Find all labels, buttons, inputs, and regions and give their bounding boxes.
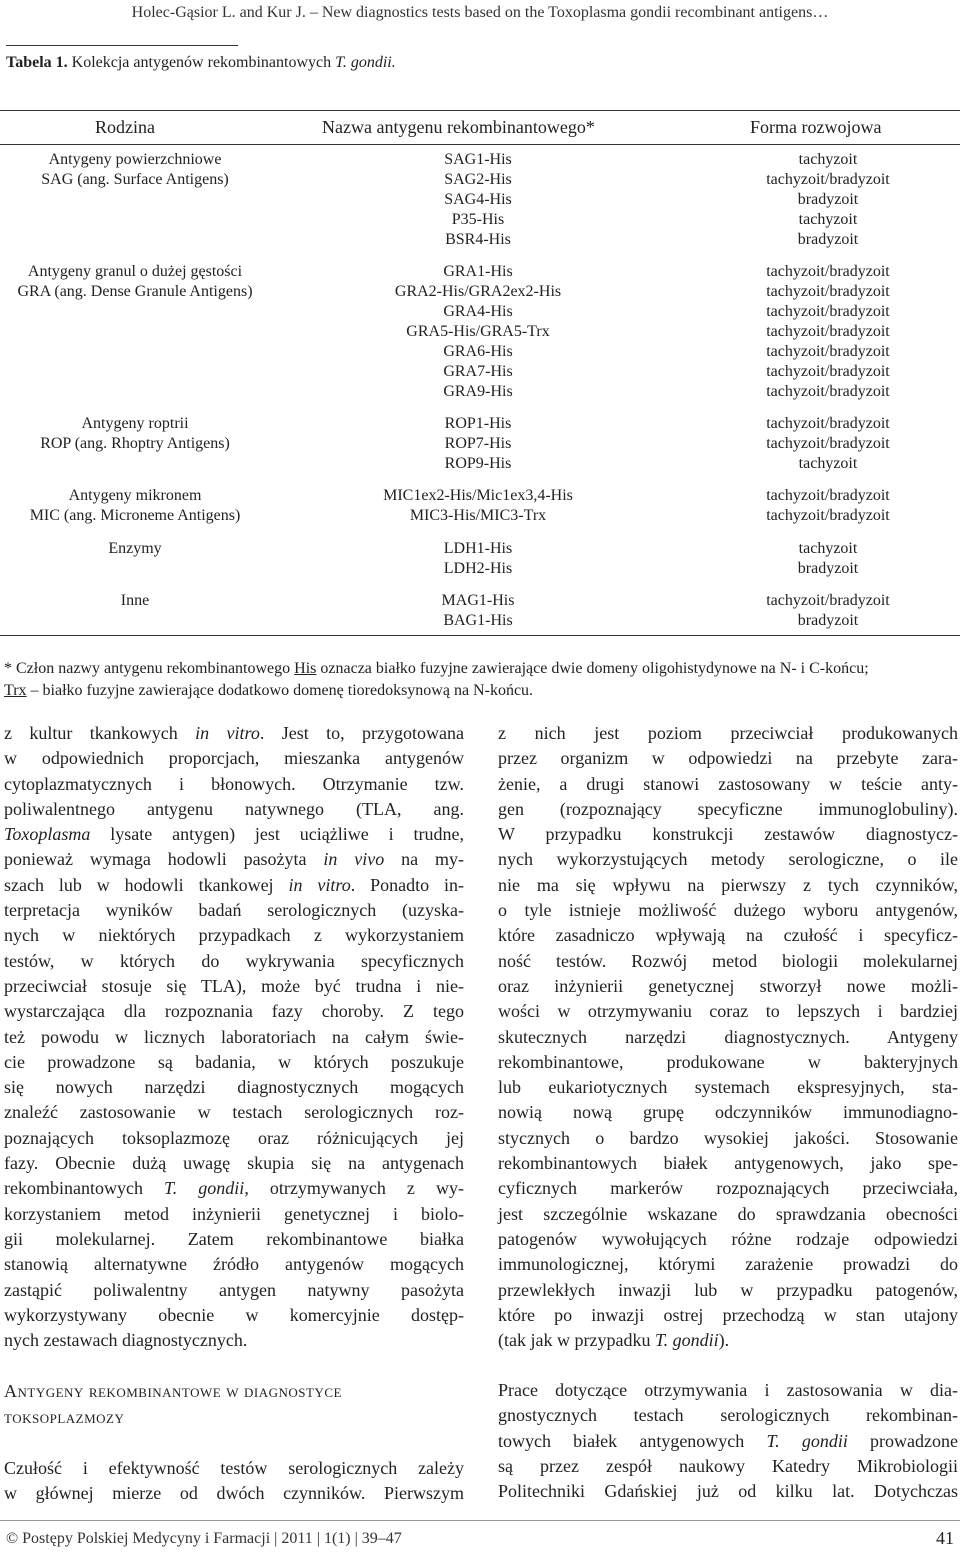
text-line: W przypadku konstrukcji zestawów diagnostycz- bbox=[498, 824, 958, 845]
antigen-name: GRA5-His/GRA5-Trx bbox=[406, 323, 550, 340]
text-line: zastąpić poliwalentny antygen natywny pasożyta bbox=[4, 1279, 464, 1300]
form-value: tachyzoit bbox=[798, 211, 858, 228]
right-column-paragraph-2 bbox=[498, 1378, 958, 1504]
text-line: wykorzystywany obecnie w komercyjnie dostęp- bbox=[4, 1304, 464, 1325]
text-line: z kultur tkankowych in vitro. Jest to, przygotowana bbox=[4, 723, 464, 743]
antigen-name: SAG1-His bbox=[444, 151, 512, 168]
antigen-name: P35-His bbox=[451, 211, 505, 228]
form-value: bradyzoit bbox=[797, 231, 859, 248]
antigen-name: SAG4-His bbox=[444, 191, 512, 208]
form-value: tachyzoit/bradyzoit bbox=[766, 507, 890, 524]
section-heading bbox=[4, 1378, 464, 1430]
caption-label: Tabela 1. bbox=[6, 54, 68, 71]
caption-species: T. gondii. bbox=[335, 54, 396, 71]
text-line: wości w otrzymywaniu coraz to lepszych i bardziej bbox=[498, 1001, 958, 1022]
page-number: 41 bbox=[936, 1528, 954, 1548]
family-line: Enzymy bbox=[108, 540, 162, 557]
text-line: rekombinantowych białek antygenowych, jako spe- bbox=[498, 1153, 958, 1174]
text-line: immunologicznej, którymi zarażenie prowadzi do bbox=[498, 1254, 958, 1275]
text-line: nych wykorzystujących metody serologiczne, o ile bbox=[498, 849, 958, 870]
form-value: tachyzoit/bradyzoit bbox=[766, 487, 890, 504]
text-line: o tyle istnieje możliwość dużego wyboru antygenów, bbox=[498, 900, 958, 921]
antigen-name: MAG1-His bbox=[441, 592, 515, 609]
text-line: przez organizm w odpowiedzi na przebyte zara- bbox=[498, 748, 958, 769]
antigen-name: SAG2-His bbox=[444, 171, 512, 188]
text-line: szach lub w hodowli tkankowej in vitro. Ponadto in- bbox=[4, 874, 464, 895]
text-line: żenie, a drugi stanowi zastosowany w teście anty- bbox=[498, 773, 958, 794]
text-line: poliwalentnego antygenu natywnego (TLA, ang. bbox=[4, 798, 464, 819]
family-line: Antygeny mikronem bbox=[68, 487, 202, 504]
text-line: wystarczająca dla rozpoznania fazy choroby. Z tego bbox=[4, 1001, 464, 1022]
text-line: cytoplazmatycznych i błonowych. Otrzymanie tzw. bbox=[4, 773, 464, 794]
header-family: Rodzina bbox=[95, 117, 155, 137]
antigen-name: ROP9-His bbox=[444, 455, 512, 472]
group-enzymes-forms bbox=[698, 539, 958, 579]
left-column bbox=[4, 721, 464, 1353]
family-line: Antygeny powierzchniowe bbox=[48, 151, 222, 168]
text-line: gii molekularnej. Zatem rekombinantowe białka bbox=[4, 1228, 464, 1249]
footnote-line-1 bbox=[4, 658, 956, 680]
footer-rule bbox=[0, 1520, 960, 1521]
text-line: poznających toksoplazmozę oraz różnicujących jej bbox=[4, 1127, 464, 1148]
text-line: Toxoplasma lysate antygen) jest uciążliwe i trudne, bbox=[4, 824, 464, 845]
group-other-family bbox=[5, 591, 265, 611]
form-value: tachyzoit/bradyzoit bbox=[766, 283, 890, 300]
antigen-name: GRA9-His bbox=[443, 383, 513, 400]
antigen-name: LDH1-His bbox=[443, 540, 513, 557]
text-line: lub eukariotycznych systemach ekspresyjnych, sta- bbox=[498, 1077, 958, 1098]
text-line: nowią nową grupę odczynników immunodiagno- bbox=[498, 1102, 958, 1123]
text-line: nych zestawach diagnostycznych. bbox=[4, 1330, 248, 1351]
group-enzymes-family bbox=[5, 539, 265, 559]
group-mic-forms bbox=[698, 486, 958, 526]
caption-text: Kolekcja antygenów rekombinantowych bbox=[71, 54, 332, 71]
section-heading-line: toksoplazmozy bbox=[4, 1407, 125, 1427]
antigen-name: GRA1-His bbox=[443, 263, 513, 280]
antigen-name: GRA7-His bbox=[443, 363, 513, 380]
form-value: tachyzoit/bradyzoit bbox=[766, 435, 890, 452]
group-mic-antigens bbox=[318, 486, 638, 526]
footer-journal: © Postępy Polskiej Medycyny i Farmacji | 2011 | 1(1) | 39–47 bbox=[6, 1530, 402, 1547]
text-line: stycznych o bardzo wysokiej jakości. Stosowanie bbox=[498, 1127, 958, 1148]
family-line: Antygeny granul o dużej gęstości bbox=[27, 263, 243, 280]
text-line: rekombinantowych T. gondii, otrzymywanych z wy- bbox=[4, 1178, 464, 1199]
group-other-forms bbox=[698, 591, 958, 631]
right-column bbox=[498, 721, 958, 1353]
antigen-name: BSR4-His bbox=[445, 231, 511, 248]
footnote-trx-term: Trx bbox=[4, 682, 27, 699]
group-rop-antigens bbox=[318, 414, 638, 474]
text-line: w odpowiednich proporcjach, mieszanka antygenów bbox=[4, 748, 464, 769]
form-value: bradyzoit bbox=[797, 560, 859, 577]
text-line: patogenów wywołujących różne rodzaje odpowiedzi bbox=[498, 1228, 958, 1249]
text-line: są przez zespół naukowy Katedry Mikrobiologii bbox=[498, 1455, 958, 1476]
text-line: przeciwciał stosuje się TLA), może być trudna i nie- bbox=[4, 975, 464, 996]
text-line: skutecznych narzędzi diagnostycznych. Antygeny bbox=[498, 1026, 958, 1047]
form-value: tachyzoit bbox=[798, 151, 858, 168]
text-line: gnostycznych testach serologicznych rekombinan- bbox=[498, 1405, 958, 1426]
text-line: znaleźć zastosowanie w testach serologicznych roz- bbox=[4, 1102, 464, 1123]
group-rop-forms bbox=[698, 414, 958, 474]
footnote-text: * Człon nazwy antygenu rekombinantowego bbox=[4, 660, 295, 677]
table-top-rule bbox=[0, 110, 960, 111]
family-line: Antygeny roptrii bbox=[81, 415, 189, 432]
header-developmental-form: Forma rozwojowa bbox=[750, 117, 882, 137]
form-value: tachyzoit/bradyzoit bbox=[766, 343, 890, 360]
text-line: jest szczególnie wskazane do sprawdzania obecności bbox=[498, 1203, 958, 1224]
text-line: też powodu w licznych laboratoriach na całym świe- bbox=[4, 1026, 464, 1047]
text-line: oraz inżynierii genetycznej stworzył nowe możli- bbox=[498, 975, 958, 996]
group-sag-forms bbox=[698, 150, 958, 250]
family-line: SAG (ang. Surface Antigens) bbox=[41, 171, 229, 188]
text-line: nie ma się wpływu na pierwszy z tych czynników, bbox=[498, 874, 958, 895]
section-heading-line: Antygeny rekombinantowe w diagnostyce bbox=[4, 1381, 342, 1401]
antigen-name: LDH2-His bbox=[443, 560, 513, 577]
group-enzymes-antigens bbox=[318, 539, 638, 579]
text-line: gen (rozpoznający specyficzne immunoglobuliny). bbox=[498, 798, 958, 819]
form-value: tachyzoit bbox=[798, 455, 858, 472]
group-mic-family bbox=[5, 486, 265, 526]
left-column-paragraph-2 bbox=[4, 1456, 464, 1507]
antigen-name: GRA2-His/GRA2ex2-His bbox=[394, 283, 562, 300]
group-other-antigens bbox=[318, 591, 638, 631]
text-line: terpretacja wyników badań serologicznych (uzyska- bbox=[4, 900, 464, 921]
text-line: cyficznych markerów rozpoznających przeciwciała, bbox=[498, 1178, 958, 1199]
text-line: korzystaniem metod inżynierii genetycznej i biolo- bbox=[4, 1203, 464, 1224]
antigen-name: BAG1-His bbox=[443, 612, 513, 629]
footnote-his-term: His bbox=[294, 660, 317, 677]
text-line: stanowią alternatywne źródło antygenów mogących bbox=[4, 1254, 464, 1275]
text-line: które zasadniczo wpływają na czułość i specyficz- bbox=[498, 925, 958, 946]
form-value: tachyzoit/bradyzoit bbox=[766, 415, 890, 432]
text-line: Prace dotyczące otrzymywania i zastosowania w dia- bbox=[498, 1380, 958, 1400]
caption-top-rule bbox=[6, 45, 238, 46]
text-line: które po inwazji ostrej przechodzą w stan utajony bbox=[498, 1304, 958, 1325]
group-rop-family bbox=[5, 414, 265, 454]
text-line: się nowych narzędzi diagnostycznych mogących bbox=[4, 1077, 464, 1098]
group-gra-family bbox=[5, 262, 265, 302]
footnote-text: oznacza białko fuzyjne zawierające dwie domeny oligohistydynowe na N- i C-końcu; bbox=[316, 660, 869, 677]
header-antigen-name: Nazwa antygenu rekombinantowego* bbox=[322, 117, 595, 137]
text-line: z nich jest poziom przeciwciał produkowanych bbox=[498, 723, 958, 743]
group-gra-forms bbox=[698, 262, 958, 402]
table-caption bbox=[6, 54, 396, 72]
antigen-name: MIC3-His/MIC3-Trx bbox=[409, 507, 547, 524]
text-line: (tak jak w przypadku T. gondii). bbox=[498, 1330, 730, 1351]
text-line: przewlekłych inwazji lub w przypadku patogenów, bbox=[498, 1279, 958, 1300]
footnote-text: – białko fuzyjne zawierające dodatkowo domenę tioredoksynową na N-końcu. bbox=[26, 682, 534, 699]
footnote-line-2 bbox=[4, 680, 956, 702]
form-value: tachyzoit/bradyzoit bbox=[766, 592, 890, 609]
form-value: tachyzoit/bradyzoit bbox=[766, 263, 890, 280]
form-value: tachyzoit bbox=[798, 540, 858, 557]
group-sag-antigens bbox=[318, 150, 638, 250]
text-line: Politechniki Gdańskiej już od kilku lat. Dotychczas bbox=[498, 1481, 958, 1502]
text-line: Czułość i efektywność testów serologicznych zależy bbox=[4, 1458, 464, 1478]
form-value: tachyzoit/bradyzoit bbox=[766, 323, 890, 340]
form-value: tachyzoit/bradyzoit bbox=[766, 363, 890, 380]
group-gra-antigens bbox=[318, 262, 638, 402]
table-header-rule bbox=[0, 144, 960, 145]
family-line: MIC (ang. Microneme Antigens) bbox=[29, 507, 241, 524]
text-line: towych białek antygenowych T. gondii prowadzone bbox=[498, 1430, 958, 1451]
text-line: fazy. Obecnie dużą uwagę skupia się na antygenach bbox=[4, 1153, 464, 1174]
text-line: testów, w których do wykrywania specyficznych bbox=[4, 950, 464, 971]
form-value: bradyzoit bbox=[797, 191, 859, 208]
text-line: cie prowadzone są badania, w których poszukuje bbox=[4, 1051, 464, 1072]
family-line: GRA (ang. Dense Granule Antigens) bbox=[17, 283, 253, 300]
antigen-name: GRA6-His bbox=[443, 343, 513, 360]
form-value: tachyzoit/bradyzoit bbox=[766, 171, 890, 188]
form-value: tachyzoit/bradyzoit bbox=[766, 303, 890, 320]
form-value: tachyzoit/bradyzoit bbox=[766, 383, 890, 400]
antigen-name: ROP1-His bbox=[444, 415, 512, 432]
running-header: Holec-Gąsior L. and Kur J. – New diagnostics tests based on the Toxoplasma gondii recombinant antigens… bbox=[131, 4, 829, 21]
table-bottom-rule bbox=[0, 635, 960, 636]
antigen-name: ROP7-His bbox=[444, 435, 512, 452]
text-line: rekombinantowe, produkowane w bakteryjnych bbox=[498, 1051, 958, 1072]
text-line: ność testów. Rozwój metod biologii molekularnej bbox=[498, 950, 958, 971]
group-sag-family bbox=[5, 150, 265, 190]
table-footnote bbox=[4, 658, 956, 702]
antigen-name: GRA4-His bbox=[443, 303, 513, 320]
family-line: ROP (ang. Rhoptry Antigens) bbox=[40, 435, 230, 452]
text-line: w głównej mierze od dwóch czynników. Pierwszym bbox=[4, 1483, 464, 1504]
text-line: nych w niektórych przypadkach z wykorzystaniem bbox=[4, 925, 464, 946]
form-value: bradyzoit bbox=[797, 612, 859, 629]
family-line: Inne bbox=[120, 592, 150, 609]
text-line: ponieważ wymaga hodowli pasożyta in vivo na my- bbox=[4, 849, 465, 870]
antigen-name: MIC1ex2-His/Mic1ex3,4-His bbox=[383, 487, 573, 504]
